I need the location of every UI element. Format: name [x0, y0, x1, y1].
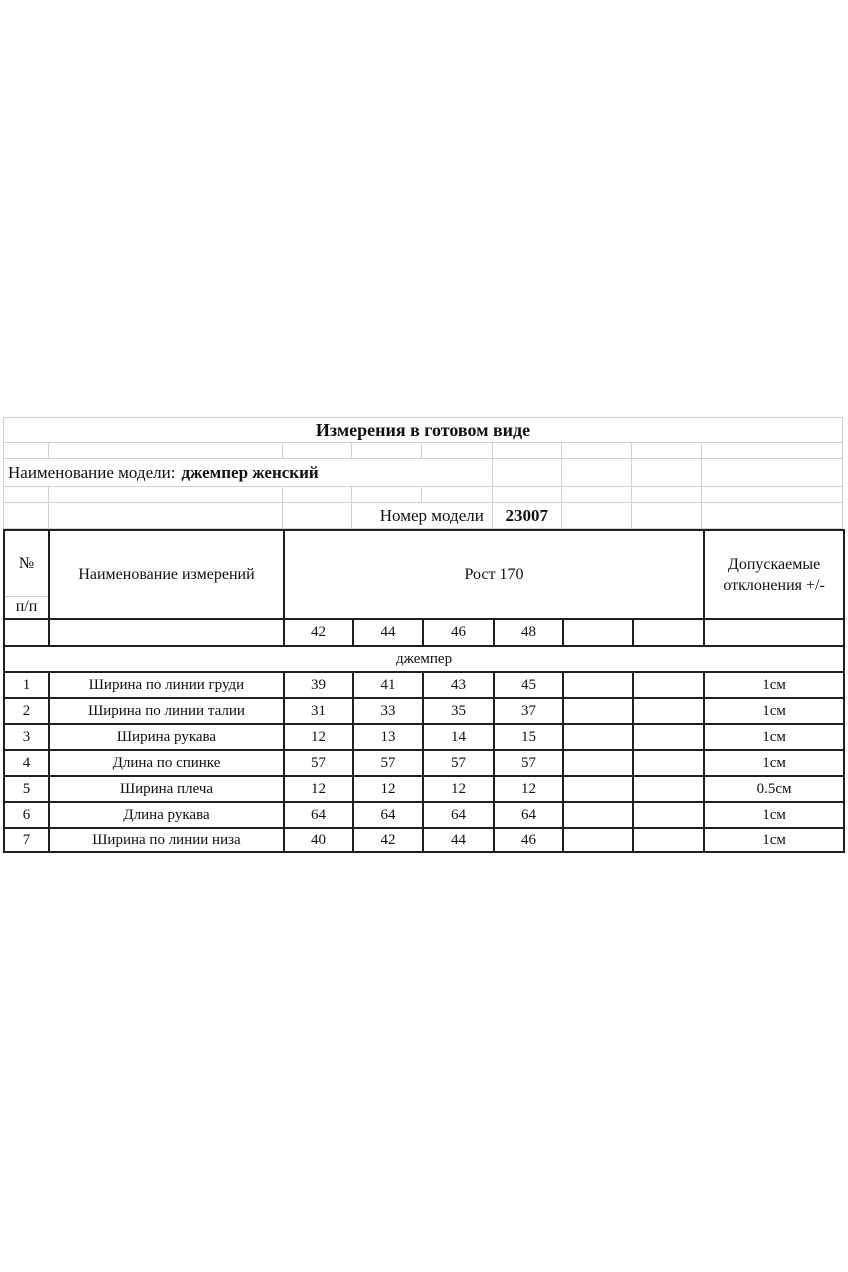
empty-cell	[633, 828, 704, 852]
row-num: 3	[4, 724, 49, 750]
empty-cell	[422, 487, 493, 502]
model-number-label: Номер модели	[352, 503, 493, 528]
empty-cell	[49, 619, 284, 646]
empty-cell	[704, 619, 844, 646]
table-row	[4, 828, 844, 852]
empty-cell	[633, 619, 704, 646]
row-value-44: 41	[353, 672, 423, 698]
empty-cell	[633, 724, 704, 750]
row-tolerance: 1см	[704, 672, 844, 698]
measurements-table	[3, 529, 845, 853]
empty-cell	[493, 443, 562, 458]
row-value-44: 42	[353, 828, 423, 852]
table-row	[4, 750, 844, 776]
empty-cell	[563, 802, 633, 828]
row-value-48: 37	[494, 698, 563, 724]
group-row	[4, 646, 844, 672]
empty-grid-row	[4, 443, 842, 459]
empty-cell	[562, 443, 632, 458]
header-number-cell	[4, 530, 49, 619]
model-name-value: джемпер женский	[181, 462, 319, 482]
empty-cell	[422, 443, 493, 458]
row-name: Длина по спинке	[49, 750, 284, 776]
row-num: 4	[4, 750, 49, 776]
table-row	[4, 724, 844, 750]
row-value-44: 33	[353, 698, 423, 724]
empty-cell	[632, 443, 703, 458]
empty-cell	[702, 443, 842, 458]
empty-cell	[633, 802, 704, 828]
row-value-42: 39	[284, 672, 353, 698]
sheet-title: Измерения в готовом виде	[315, 419, 531, 440]
empty-cell	[702, 503, 842, 528]
row-tolerance: 1см	[704, 828, 844, 852]
row-value-44: 13	[353, 724, 423, 750]
empty-cell	[633, 776, 704, 802]
row-value-46: 12	[423, 776, 494, 802]
empty-cell	[633, 698, 704, 724]
model-name-label: Наименование модели:	[8, 462, 176, 482]
header-growth: Рост 170	[284, 530, 704, 619]
empty-cell	[633, 750, 704, 776]
empty-cell	[493, 459, 562, 486]
row-num: 5	[4, 776, 49, 802]
row-num: 1	[4, 672, 49, 698]
row-tolerance: 1см	[704, 750, 844, 776]
header-tolerance-line1: Допускаемые	[727, 555, 821, 573]
size-48: 48	[494, 619, 563, 646]
row-value-42: 40	[284, 828, 353, 852]
empty-cell	[563, 828, 633, 852]
empty-cell	[632, 503, 703, 528]
empty-cell	[352, 487, 422, 502]
sheet-header-block	[3, 417, 843, 529]
row-value-44: 57	[353, 750, 423, 776]
size-42: 42	[284, 619, 353, 646]
empty-cell	[632, 459, 703, 486]
table-row	[4, 776, 844, 802]
row-value-46: 43	[423, 672, 494, 698]
row-value-48: 12	[494, 776, 563, 802]
row-tolerance: 1см	[704, 724, 844, 750]
row-value-46: 14	[423, 724, 494, 750]
row-value-42: 12	[284, 724, 353, 750]
empty-cell	[563, 619, 633, 646]
empty-cell	[422, 459, 493, 486]
empty-cell	[632, 487, 703, 502]
row-tolerance: 1см	[704, 698, 844, 724]
empty-cell	[283, 503, 352, 528]
row-name: Длина рукава	[49, 802, 284, 828]
row-name: Ширина по линии низа	[49, 828, 284, 852]
empty-cell	[563, 672, 633, 698]
row-value-42: 31	[284, 698, 353, 724]
empty-cell	[563, 724, 633, 750]
empty-cell	[49, 443, 283, 458]
empty-cell	[702, 459, 842, 486]
row-num: 2	[4, 698, 49, 724]
group-name: джемпер	[4, 646, 844, 672]
row-name: Ширина рукава	[49, 724, 284, 750]
model-name-row	[4, 459, 842, 487]
row-tolerance: 0.5см	[704, 776, 844, 802]
row-value-42: 57	[284, 750, 353, 776]
row-tolerance: 1см	[704, 802, 844, 828]
measurement-sheet	[3, 417, 843, 853]
row-value-48: 64	[494, 802, 563, 828]
empty-cell	[352, 443, 422, 458]
row-value-42: 12	[284, 776, 353, 802]
header-measure-name: Наименование измерений	[49, 530, 284, 619]
row-value-44: 12	[353, 776, 423, 802]
row-value-48: 45	[494, 672, 563, 698]
empty-cell	[562, 503, 632, 528]
row-num: 6	[4, 802, 49, 828]
table-row	[4, 698, 844, 724]
empty-cell	[563, 776, 633, 802]
table-row	[4, 672, 844, 698]
row-value-46: 44	[423, 828, 494, 852]
empty-cell	[493, 487, 562, 502]
row-value-42: 64	[284, 802, 353, 828]
empty-cell	[562, 487, 632, 502]
header-tolerance	[704, 530, 844, 619]
model-number-row	[4, 503, 842, 529]
empty-cell	[4, 443, 49, 458]
row-name: Ширина по линии груди	[49, 672, 284, 698]
empty-cell	[563, 698, 633, 724]
header-number-sign: №	[5, 532, 48, 597]
table-row	[4, 802, 844, 828]
model-number-value: 23007	[493, 503, 562, 528]
empty-cell	[702, 487, 842, 502]
row-value-48: 15	[494, 724, 563, 750]
header-number-sub: п/п	[15, 598, 38, 615]
empty-cell	[283, 443, 352, 458]
sheet-title-row	[4, 417, 842, 443]
model-name-cell	[4, 459, 422, 486]
empty-cell	[49, 503, 283, 528]
size-46: 46	[423, 619, 494, 646]
row-value-46: 35	[423, 698, 494, 724]
row-value-48: 57	[494, 750, 563, 776]
empty-cell	[4, 619, 49, 646]
row-num: 7	[4, 828, 49, 852]
row-value-46: 64	[423, 802, 494, 828]
empty-cell	[283, 487, 352, 502]
empty-cell	[49, 487, 283, 502]
empty-cell	[563, 750, 633, 776]
empty-grid-row	[4, 487, 842, 503]
row-name: Ширина по линии талии	[49, 698, 284, 724]
row-name: Ширина плеча	[49, 776, 284, 802]
empty-cell	[4, 487, 49, 502]
row-value-48: 46	[494, 828, 563, 852]
size-44: 44	[353, 619, 423, 646]
header-tolerance-line2: отклонения +/-	[723, 576, 825, 594]
empty-cell	[4, 503, 49, 528]
row-value-44: 64	[353, 802, 423, 828]
row-value-46: 57	[423, 750, 494, 776]
empty-cell	[562, 459, 632, 486]
table-header-row	[4, 530, 844, 619]
empty-cell	[633, 672, 704, 698]
sizes-row	[4, 619, 844, 646]
